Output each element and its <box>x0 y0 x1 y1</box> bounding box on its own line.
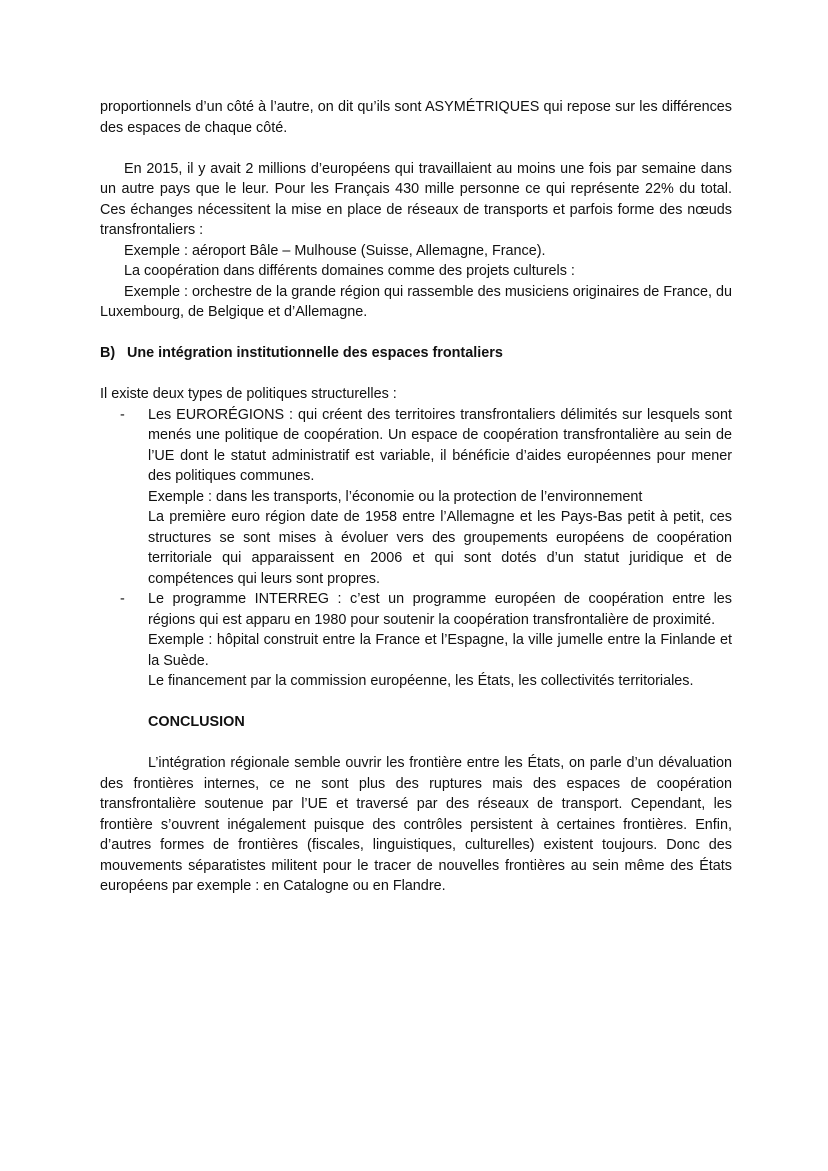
bullet-dash: - <box>120 406 125 423</box>
paragraph-cross-border-workers: En 2015, il y avait 2 millions d’européens qui travaillaient au moins une fois par semaine dans un autre pays que le leur. Pour les Français 430 mille personne ce qui représente 22% du total. Ces échanges nécessitent la mise en place de réseaux de transports et parfois forme des nœuds transfrontaliers : <box>100 160 732 238</box>
paragraph-asymmetric: proportionnels d’un côté à l’autre, on dit qu’ils sont ASYMÉTRIQUES qui repose sur les différences des espaces de chaque côté. <box>100 99 732 136</box>
section-b-letter: B) <box>100 345 116 361</box>
document-body <box>100 97 732 897</box>
conclusion-text: L’intégration régionale semble ouvrir les frontière entre les États, on parle d’un dévaluation des frontières internes, ce ne sont plus des ruptures mais des espaces de coopération transfrontalière soutenue par l’UE et traversé par des réseaux de transport. Cependant, les frontière s’ouvrent inégalement puisque des contrôles persistent à certaines frontières. Enfin, d’autres formes de frontières (fiscales, linguistiques, culturelles) existent toujours. Donc des mouvements séparatistes militent pour le tracer de nouvelles frontières au sein même des États européens par exemple : en Catalogne ou en Flandre. <box>100 755 732 894</box>
example-orchestra: Exemple : orchestre de la grande région qui rassemble des musiciens originaires de France, du Luxembourg, de Belgique et d’Allemagne. <box>100 283 732 320</box>
section-b-intro: Il existe deux types de politiques structurelles : <box>100 386 397 402</box>
section-b-heading <box>100 343 732 364</box>
bullet-dash: - <box>120 591 125 607</box>
list-item-interreg <box>100 589 732 692</box>
conclusion-heading: CONCLUSION <box>148 714 245 730</box>
section-b-title: Une intégration institutionnelle des espaces frontaliers <box>127 345 503 361</box>
paragraph-cultural-cooperation: La coopération dans différents domaines comme des projets culturels : <box>124 263 575 279</box>
euroregions-definition: Les EURORÉGIONS : qui créent des territoires transfrontaliers délimités sur lesquels sont menés une politique de coopération. Un espace de coopération transfrontalière au sein de l’UE dont le statut administratif est variable, il bénéficie d’aides européennes pour mener des politiques communes. <box>148 406 732 484</box>
example-airport: Exemple : aéroport Bâle – Mulhouse (Suisse, Allemagne, France). <box>124 242 546 259</box>
policy-list <box>100 405 732 692</box>
interreg-definition: Le programme INTERREG : c’est un programme européen de coopération entre les régions qui est apparu en 1980 pour soutenir la coopération transfrontalière de proximité. <box>148 591 732 628</box>
euroregions-history: La première euro région date de 1958 entre l’Allemagne et les Pays-Bas petit à petit, ces structures se sont mises à évoluer vers des groupements européens de coopération territoriale qui apparaissent en 2006 et qui sont dotés d’un statut juridique et de compétences qui leurs sont propres. <box>148 509 732 587</box>
list-item-euroregions <box>100 405 732 590</box>
interreg-example: Exemple : hôpital construit entre la France et l’Espagne, la ville jumelle entre la Finlande et la Suède. <box>148 632 732 669</box>
interreg-funding: Le financement par la commission européenne, les États, les collectivités territoriales. <box>148 673 694 689</box>
euroregions-example: Exemple : dans les transports, l’économie ou la protection de l’environnement <box>148 488 643 505</box>
